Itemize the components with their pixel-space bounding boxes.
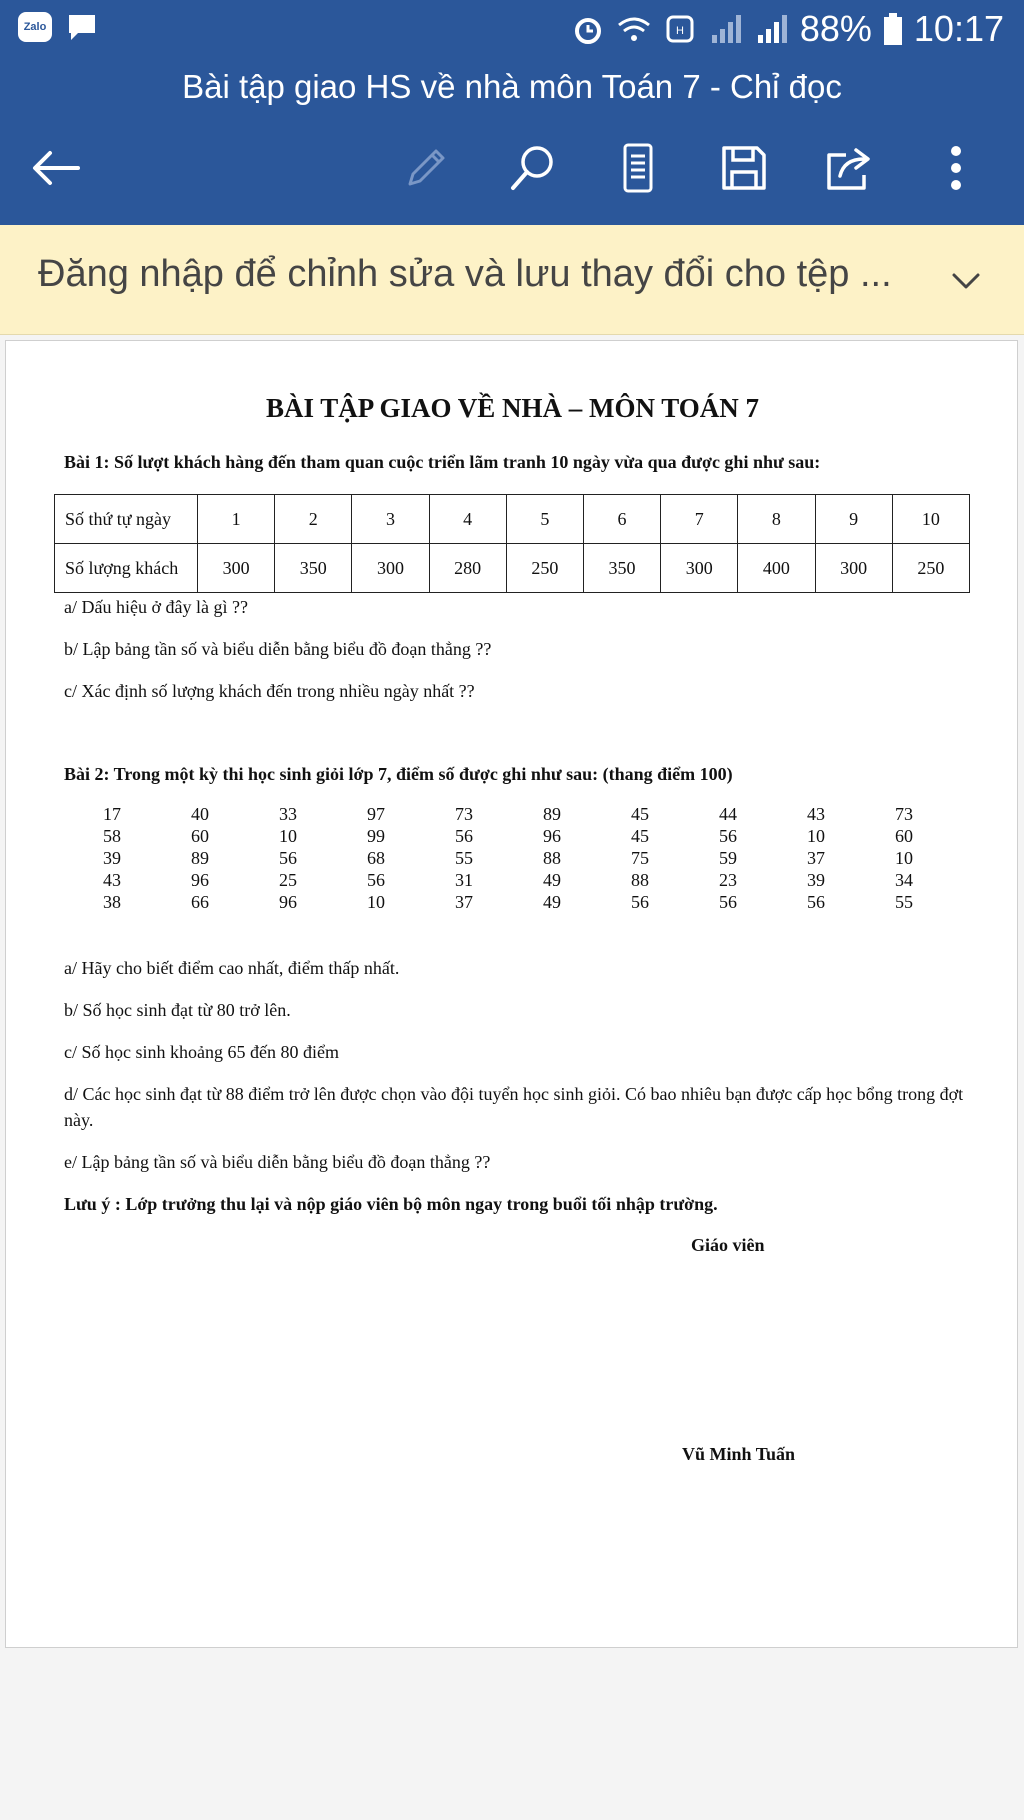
score-cell: 55 <box>455 848 473 868</box>
score-cell: 99 <box>367 826 385 846</box>
score-cell: 34 <box>895 870 913 890</box>
table-cell: 7 <box>661 495 738 544</box>
signature-title: Giáo viên <box>691 1235 765 1255</box>
table-cell: 2 <box>275 495 352 544</box>
table-row <box>55 544 970 593</box>
toolbar <box>0 130 1024 202</box>
score-cell: 97 <box>367 804 385 824</box>
bai2-question-d: d/ Các học sinh đạt từ 88 điểm trở lên được chọn vào đội tuyển học sinh giỏi. Có bao nhiêu bạn được cấp học bổng trong đợt này. <box>64 1084 964 1130</box>
table-cell: 4 <box>429 495 506 544</box>
score-cell: 88 <box>631 870 649 890</box>
score-cell: 33 <box>279 804 297 824</box>
bai2-title: Bài 2: Trong một kỳ thi học sinh giỏi lớp 7, điểm số được ghi như sau: (thang điểm 100) <box>64 764 733 784</box>
note-text: Lưu ý : Lớp trưởng thu lại và nộp giáo viên bộ môn ngay trong buổi tối nhập trường. <box>64 1194 718 1214</box>
scores-row <box>68 869 948 891</box>
table-cell: 3 <box>352 495 429 544</box>
score-cell: 10 <box>279 826 297 846</box>
score-cell: 56 <box>807 892 825 912</box>
table-cell: 8 <box>738 495 815 544</box>
clock: 10:17 <box>913 8 1004 49</box>
scores-row <box>68 847 948 869</box>
table-cell: 1 <box>198 495 275 544</box>
document-page <box>5 340 1018 1648</box>
more-options-button[interactable] <box>928 140 984 196</box>
score-cell: 56 <box>455 826 473 846</box>
pencil-icon <box>402 144 450 192</box>
score-cell: 66 <box>191 892 209 912</box>
score-cell: 10 <box>895 848 913 868</box>
table-header-cell: Số thứ tự ngày <box>55 495 198 544</box>
wifi-icon <box>616 11 652 47</box>
table-header-cell: Số lượng khách <box>55 544 198 593</box>
page-heading: BÀI TẬP GIAO VỀ NHÀ – MÔN TOÁN 7 <box>265 393 760 423</box>
score-cell: 59 <box>719 848 737 868</box>
score-cell: 56 <box>367 870 385 890</box>
table-cell: 280 <box>429 544 506 593</box>
score-cell: 75 <box>631 848 649 868</box>
score-cell: 31 <box>455 870 473 890</box>
table-cell: 350 <box>275 544 352 593</box>
score-cell: 56 <box>719 892 737 912</box>
score-cell: 40 <box>191 804 209 824</box>
table-cell: 10 <box>892 495 969 544</box>
chevron-down-icon[interactable] <box>948 263 984 299</box>
score-cell: 56 <box>719 826 737 846</box>
score-cell: 37 <box>455 892 473 912</box>
score-cell: 43 <box>103 870 121 890</box>
bai2-question-c: c/ Số học sinh khoảng 65 đến 80 điểm <box>64 1042 339 1062</box>
bai1-question-a: a/ Dấu hiệu ở đây là gì ?? <box>64 597 248 617</box>
score-cell: 10 <box>367 892 385 912</box>
visitor-table <box>54 494 970 593</box>
score-cell: 96 <box>191 870 209 890</box>
search-icon <box>508 143 558 193</box>
score-cell: 68 <box>367 848 385 868</box>
table-cell: 350 <box>583 544 660 593</box>
back-arrow-icon <box>30 148 82 188</box>
back-button[interactable] <box>28 140 84 196</box>
score-cell: 55 <box>895 892 913 912</box>
sign-in-banner[interactable] <box>0 225 1024 335</box>
save-icon <box>719 143 769 193</box>
edit-button[interactable] <box>398 140 454 196</box>
table-cell: 300 <box>815 544 892 593</box>
battery-icon <box>882 11 904 47</box>
scores-row <box>68 825 948 847</box>
table-cell: 300 <box>198 544 275 593</box>
score-cell: 17 <box>103 804 121 824</box>
zalo-notification-icon: Zalo <box>18 12 52 42</box>
table-cell: 250 <box>892 544 969 593</box>
score-cell: 44 <box>719 804 737 824</box>
bai2-question-e: e/ Lập bảng tần số và biểu diễn bằng biểu đồ đoạn thẳng ?? <box>64 1152 491 1172</box>
score-cell: 88 <box>543 848 561 868</box>
bai1-title: Bài 1: Số lượt khách hàng đến tham quan cuộc triển lãm tranh 10 ngày vừa qua được ghi như sau: <box>64 452 821 472</box>
svg-text:H: H <box>675 25 684 37</box>
table-cell: 250 <box>506 544 583 593</box>
bai1-question-c: c/ Xác định số lượng khách đến trong nhiều ngày nhất ?? <box>64 681 475 701</box>
alarm-icon <box>570 11 606 47</box>
table-cell: 9 <box>815 495 892 544</box>
mobile-view-icon <box>618 142 658 194</box>
hd-call-icon <box>662 11 698 47</box>
score-cell: 60 <box>895 826 913 846</box>
score-cell: 56 <box>631 892 649 912</box>
table-row <box>55 495 970 544</box>
document-title: Bài tập giao HS về nhà môn Toán 7 - Chỉ đọc <box>182 68 842 105</box>
score-cell: 73 <box>455 804 473 824</box>
score-cell: 89 <box>543 804 561 824</box>
score-cell: 45 <box>631 804 649 824</box>
battery-percent: 88% <box>799 8 872 49</box>
share-button[interactable] <box>822 140 878 196</box>
bai1-question-b: b/ Lập bảng tần số và biểu diễn bằng biểu đồ đoạn thẳng ?? <box>64 639 492 659</box>
scores-row <box>68 891 948 913</box>
bai2-question-b: b/ Số học sinh đạt từ 80 trở lên. <box>64 1000 291 1020</box>
score-cell: 89 <box>191 848 209 868</box>
score-cell: 38 <box>103 892 121 912</box>
score-cell: 60 <box>191 826 209 846</box>
search-button[interactable] <box>505 140 561 196</box>
table-cell: 300 <box>352 544 429 593</box>
table-cell: 6 <box>583 495 660 544</box>
score-cell: 73 <box>895 804 913 824</box>
score-cell: 43 <box>807 804 825 824</box>
share-icon <box>824 143 876 193</box>
mobile-view-button[interactable] <box>610 140 666 196</box>
score-cell: 58 <box>103 826 121 846</box>
table-cell: 400 <box>738 544 815 593</box>
score-cell: 56 <box>279 848 297 868</box>
save-button[interactable] <box>716 140 772 196</box>
score-cell: 49 <box>543 892 561 912</box>
app-header <box>0 0 1024 225</box>
signature-name: Vũ Minh Tuấn <box>682 1444 796 1464</box>
table-cell: 5 <box>506 495 583 544</box>
score-cell: 39 <box>807 870 825 890</box>
scores-row <box>68 803 948 825</box>
score-cell: 37 <box>807 848 825 868</box>
score-cell: 10 <box>807 826 825 846</box>
score-cell: 49 <box>543 870 561 890</box>
banner-text: Đăng nhập để chỉnh sửa và lưu thay đổi cho tệp ... <box>38 253 892 295</box>
score-cell: 96 <box>543 826 561 846</box>
scores-grid <box>68 803 948 913</box>
score-cell: 39 <box>103 848 121 868</box>
signal-icon <box>708 11 744 47</box>
table-cell: 300 <box>661 544 738 593</box>
more-icon <box>948 143 964 193</box>
signal-icon-2 <box>754 11 790 47</box>
status-bar <box>0 0 1024 62</box>
message-notification-icon <box>66 12 98 42</box>
score-cell: 25 <box>279 870 297 890</box>
bai2-question-a: a/ Hãy cho biết điểm cao nhất, điểm thấp nhất. <box>64 958 400 978</box>
score-cell: 45 <box>631 826 649 846</box>
score-cell: 96 <box>279 892 297 912</box>
score-cell: 23 <box>719 870 737 890</box>
